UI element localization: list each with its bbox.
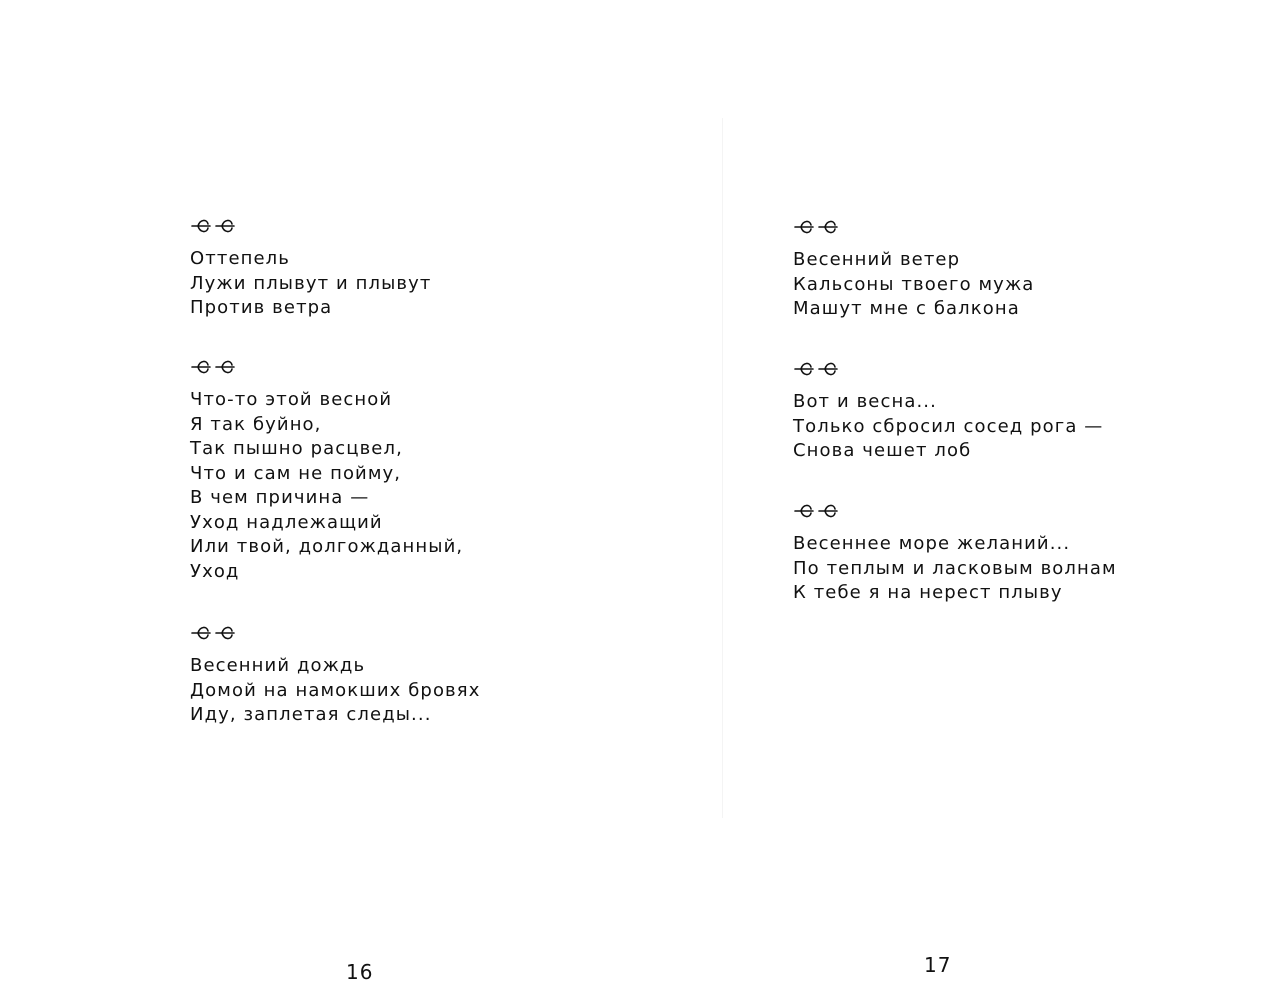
poem-line: Оттепель [190,248,290,269]
poem-3 [190,623,480,728]
poem-line: Снова чешет лоб [793,440,972,461]
poem-line: Что-то этой весной [190,389,393,410]
poem-line: Против ветра [190,297,333,318]
poem-line: Весенний дождь [190,655,366,676]
double-leaf-ornament-icon [190,623,480,645]
poem-line: Что и сам не пойму, [190,462,402,484]
poem-1 [190,216,431,321]
poem-line: Так пышно расцвел, [190,438,403,459]
poem-line: Весенний ветер [793,249,961,270]
double-leaf-ornament-icon [190,216,431,238]
poem-line: Уход надлежащий [190,511,383,533]
poem-line: Только сбросил сосед рога — [793,415,1104,437]
double-leaf-ornament-icon [190,357,463,379]
poem-line: Вот и весна... [793,391,937,412]
poem-line: По теплым и ласковым волнам [793,557,1117,579]
poem-line: В чем причина — [190,487,370,508]
poem-6 [793,501,1117,606]
poem-4 [793,217,1034,322]
poem-line: Или твой, долгожданный, [190,536,464,557]
poem-line: К тебе я на нерест плыву [793,582,1063,603]
page-number-right: 17 [924,953,952,977]
poem-line: Домой на намокших бровях [190,679,481,701]
poem-5 [793,359,1103,464]
right-page [633,0,1266,1000]
poem-line: Я так буйно, [190,413,322,435]
double-leaf-ornament-icon [793,217,1034,239]
double-leaf-ornament-icon [793,359,1103,381]
poem-line: Уход [190,560,240,582]
double-leaf-ornament-icon [793,501,1117,523]
poem-line: Машут мне с балкона [793,298,1020,319]
poem-line: Иду, заплетая следы... [190,704,432,725]
poem-2 [190,357,463,584]
poem-line: Весеннее море желаний... [793,533,1071,554]
poem-line: Лужи плывут и плывут [190,272,432,294]
poem-line: Кальсоны твоего мужа [793,273,1035,295]
page-number-left: 16 [346,960,374,984]
